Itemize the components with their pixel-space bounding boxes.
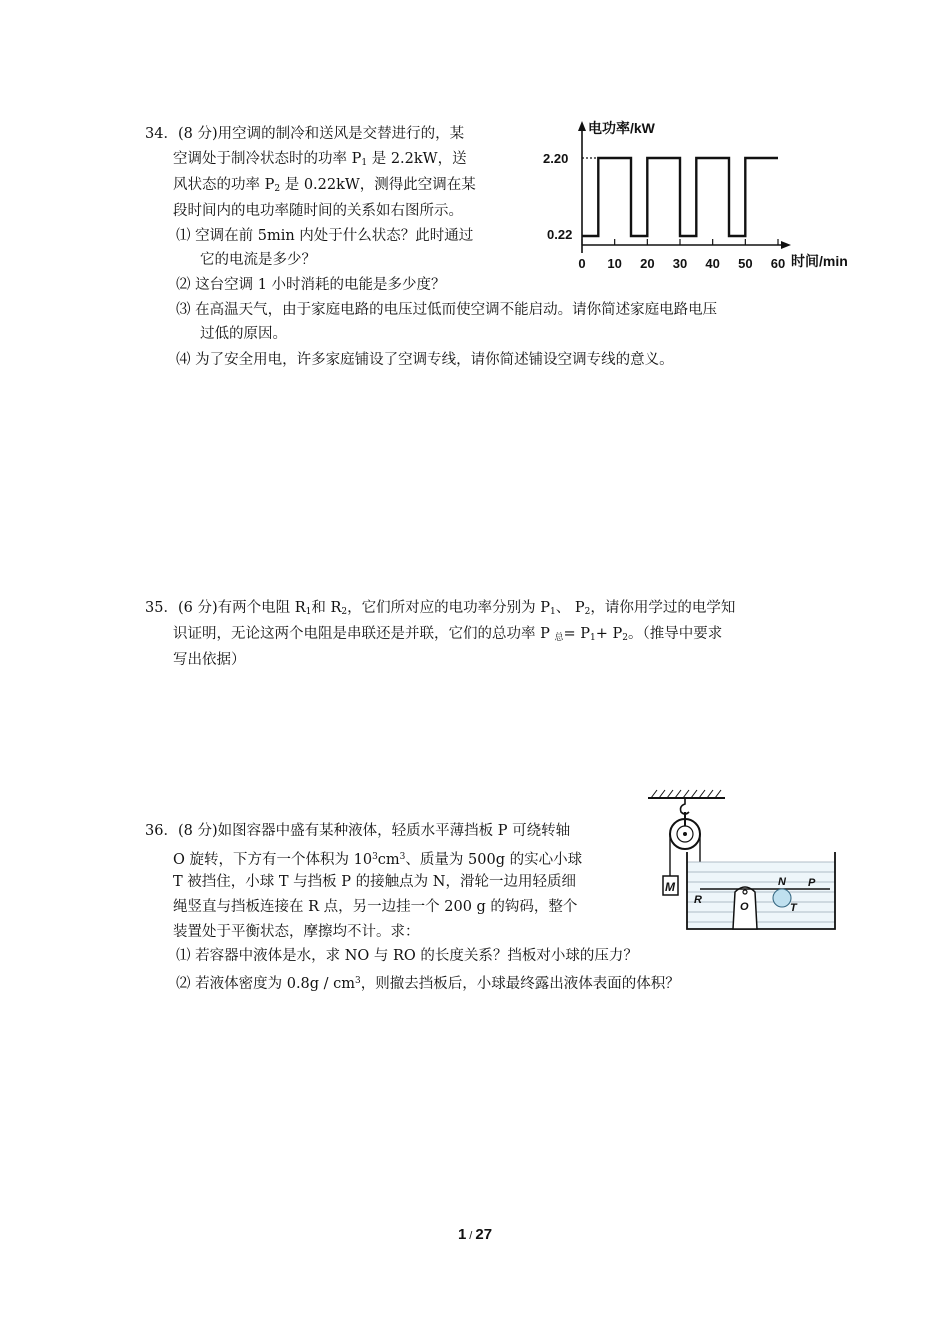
q35-line-3: 写出依据） — [173, 652, 246, 668]
label-m: M — [665, 880, 675, 894]
y-tick-high: 2.20 — [543, 151, 569, 166]
pulley-container-figure — [645, 786, 845, 936]
q34-sub-4: ⑷ 为了安全用电，许多家庭铺设了空调专线，请你简述铺设空调专线的意义。 — [176, 352, 674, 368]
q35-line-2: 识证明，无论这两个电阻是串联还是并联，它们的总功率 P $_总= P_1+ P_2$。（推导中要求 — [173, 626, 723, 643]
x-tick-label: 40 — [705, 256, 720, 271]
q36-line-4: 绳竖直与挡板连接在 R 点，另一边挂一个 200 g 的钩码，整个 — [173, 899, 578, 915]
label-n: N — [778, 876, 786, 888]
q36-sub-1: ⑴ 若容器中液体是水，求 NO 与 RO 的长度关系？挡板对小球的压力？ — [176, 948, 638, 964]
x-tick-label: 0 — [578, 256, 586, 271]
label-o: O — [740, 901, 749, 913]
q34-sub-3b: 过低的原因。 — [200, 326, 287, 342]
pulley-axle — [683, 832, 687, 836]
q34-line-1: 34．(8 分)用空调的制冷和送风是交替进行的，某 — [145, 126, 465, 142]
q35-line-1: 35．(6 分)有两个电阻 $R_1$和 $R_2$，它们所对应的电功率分别为 $P_1$、 $P_2$，请你用学过的电学知 — [145, 600, 736, 617]
label-r: R — [694, 894, 702, 906]
q34-sub-1b: 它的电流是多少？ — [200, 252, 316, 268]
y-axis-arrow — [578, 121, 586, 131]
q36-sub-2: ⑵ 若液体密度为 $0.8g / cm^3$，则撤去挡板后，小球最终露出液体表面的体积？ — [176, 976, 680, 992]
q36-line-2: O 旋转，下方有一个体积为 $10^3cm^3$、质量为 500g 的实心小球 — [173, 852, 583, 868]
q34-sub-3a: ⑶ 在高温天气，由于家庭电路的电压过低而使空调不能启动。请你简述家庭电路电压 — [176, 302, 718, 318]
ball — [773, 889, 791, 907]
page-number: 1 / 27 — [457, 1226, 493, 1243]
power-time-chart — [535, 118, 880, 278]
x-tick-label: 20 — [640, 256, 655, 271]
hook — [681, 798, 690, 814]
y-tick-low: 0.22 — [547, 227, 573, 242]
x-tick-label: 10 — [607, 256, 622, 271]
x-axis-label: 时间/min — [791, 253, 848, 269]
q34-sub-2: ⑵ 这台空调 1 小时消耗的电能是多少度？ — [176, 277, 446, 293]
q34-line-2: 空调处于制冷状态时的功率 $P_1$ 是 2.2kW，送 — [173, 151, 467, 168]
q34-line-4: 段时间内的电功率随时间的关系如右图所示。 — [173, 203, 463, 219]
q36-line-5: 装置处于平衡状态，摩擦均不计。求： — [173, 924, 420, 940]
x-tick-label: 30 — [672, 256, 688, 271]
x-axis-arrow — [781, 241, 791, 249]
label-t: T — [790, 902, 797, 914]
pivot-axis — [743, 890, 747, 894]
q34-line-3: 风状态的功率 $P_2$ 是 0.22kW，测得此空调在某 — [173, 177, 476, 194]
label-p: P — [808, 877, 816, 889]
x-tick-label: 50 — [738, 256, 753, 271]
y-axis-label: 电功率/kW — [588, 120, 655, 136]
q34-sub-1a: ⑴ 空调在前 5min 内处于什么状态？此时通过 — [176, 228, 474, 244]
x-ticks — [578, 239, 785, 271]
q36-line-1: 36．(8 分)如图容器中盛有某种液体，轻质水平薄挡板 P 可绕转轴 — [145, 823, 571, 839]
q36-line-3: T 被挡住，小球 T 与挡板 P 的接触点为 N，滑轮一边用轻质细 — [173, 874, 576, 890]
x-tick-label: 60 — [770, 256, 786, 271]
ceiling-hatch — [651, 790, 721, 798]
power-series-line — [582, 158, 778, 236]
